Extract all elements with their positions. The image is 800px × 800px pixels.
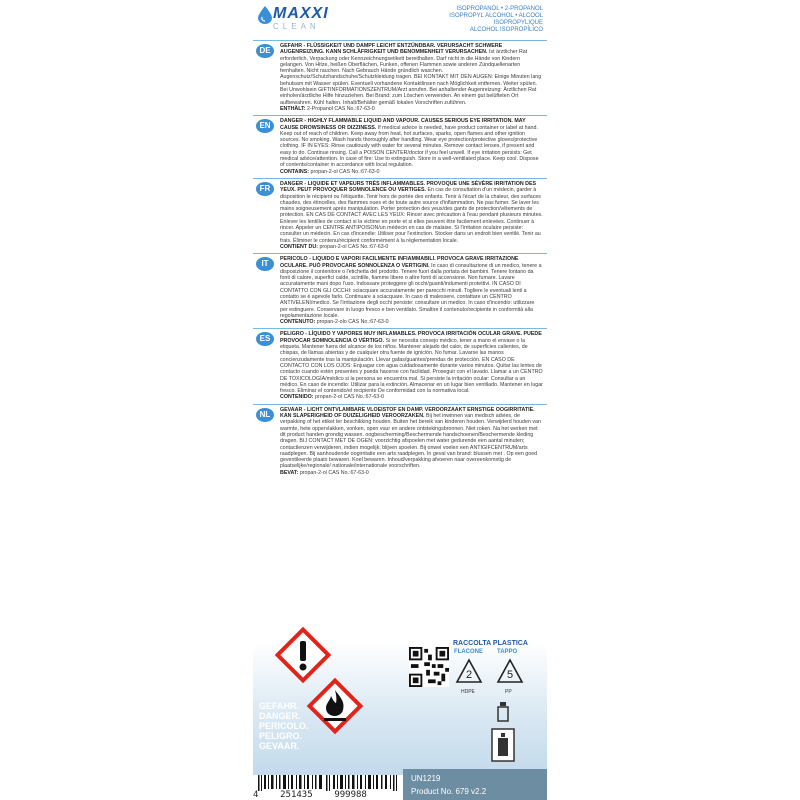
label-header [253,0,547,36]
hazard-statement: DANGER - LIQUIDE ET VAPEURS TRÈS INFLAMMABLES. PROVOQUE UNE SÉVÈRE IRRITATION DES YEUX. PEUT PROVOQUER SOMNOLENCE OU VERTIGES. [280,180,537,194]
signal-word: PELIGRO. [259,731,303,741]
ghs-flame-pictogram-icon [305,676,365,736]
recycling-label-bottle: FLACONE [454,649,483,655]
barcode-digit-group: 251435 [280,790,313,800]
section-text [280,181,543,250]
label-bottom-panel [253,603,547,800]
signal-words [259,701,309,751]
section-de [253,40,547,113]
recycling-number: 5 [506,669,514,681]
section-fr [253,178,547,251]
signal-word: DANGER. [259,711,301,721]
contains-label: CONTIENT DU: [280,243,318,250]
bottle-in-box-icon [491,728,515,762]
recycling-number: 2 [465,669,473,681]
barcode [253,775,403,800]
product-label [253,0,547,800]
signal-word: PERICOLO. [259,721,309,731]
barcode-number [253,790,403,800]
barcode-digit-group: 4 [253,790,259,800]
recycling-code: PP [505,689,512,695]
recycle-triangle-icon [495,657,525,687]
recycling-code: HDPE [461,689,475,695]
precaution-text: In caso di consultazione di un medico, tenere a disposizione il contenitore o l'etichetta del prodotto. Tenere fuori dalla portata dei bambini. Tenere lontano da fonti di calore, superfici calde, scintille, fiamme libere o altre fonti di accensione. Non fumare. Lavare accuratamente mani dopo l'uso. Indossare proteggere gli occhi/guanti/indumenti protettivi. IN CASO DI CONTATTO CON GLI OCCHI: sciacquare accuratamente per parecchi minuti. Togliere le eventuali lenti a contatto se è agevole farlo. Continuare a sciacquare. In caso di malessere, contattare un CENTRO ANTIVELENI/medico. Se l'irritazione degli occhi persiste: consultare un medico. In caso d'incendio: utilizzare per estinguere. Conservare in luogo fresco e ben ventilato. Smaltire il contenuto/recipiente in conformità alla regolamentazione locale. [280,262,542,319]
cas-number: propan-2-olo CAS No.:67-63-0 [316,319,389,326]
brand-name: MAXXI [273,5,329,22]
cas-number: propan-2-ol CAS No.:67-63-0 [310,168,380,175]
language-badge: FR [256,182,274,196]
hazard-statement: PELIGRO - LÍQUIDO Y VAPORES MUY INFLAMABLES. PROVOCA IRRITACIÓN OCULAR GRAVE. PUEDE PROVOCAR SOMNOLENCIA O VÉRTIGO. [280,331,542,344]
section-text [280,331,543,400]
hazard-statement: GEVAAR - LICHT ONTVLAMBARE VLOEISTOF EN DAMP. VEROORZAAKT ERNSTIGE OOGIRRITATIE. KAN SLAPERIGHEID OF DUIZELIGHEID VEROORZAKEN. [280,406,535,420]
language-badge: EN [256,119,274,133]
cas-number: propan-2-ol CAS No.:67-63-0 [299,469,369,476]
barcode-digit-group: 999988 [334,790,367,800]
language-badge: IT [256,257,274,271]
language-sections [253,40,547,479]
section-nl [253,404,547,477]
section-text [280,407,543,476]
recycle-triangle-icon [454,657,484,687]
barcode-icon [258,775,398,791]
section-en [253,115,547,176]
cas-number: 2-Propanol CAS No.:67-63-0 [306,105,375,112]
recycling-label-cap: TAPPO [497,649,518,655]
contains-label: CONTAINS: [280,168,310,175]
precaution-text: En cas de consultation d'un médecin, garder à disposition le récipient ou l'étiquette. Tenir hors de portée des enfants. Tenir à l'écart de la chaleur, des surfaces chaudes, des étincelles, des flammes nues et de toute autre source d'inflammation. Ne pas fumer. Se laver les mains soigneusement après manipulation. Porter protection des yeux/des gants de protection/vêtements de protection. EN CAS DE CONTACT AVEC LES YEUX: Rincer avec précaution à l'eau pendant plusieurs minutes. Enlever les lentilles de contact si la victime en porte et si elles peuvent être facilement enlevées. Continuer à rincer. Appeler un CENTRE ANTIPOISON/un médecin en cas de malaise. Si l'irritation oculaire persiste: consulter un médecin. En cas d'incendie: Utiliser pour l'extinction. Stocker dans un endroit bien ventilé. Tenir au frais. Éliminer le contenu/récipient conformément à la réglementation locale. [280,187,543,244]
language-badge: DE [256,44,274,58]
section-es [253,328,547,401]
contains-label: BEVAT: [280,469,299,476]
precaution-text: If medical advice is needed, have product container or label at hand. Keep out of reach of children. Keep away from heat, hot surfaces, sparks, open flames and other ignition sources. No smoking. Wash hands thoroughly after handling. Wear eye protection/protective gloves/protective clothing. IF IN EYES: Rinse cautiously with water for several minutes. Remove contact lenses, if present and easy to do. Continue rinsing. Call a POISON CENTER/doctor if you feel unwell. If eye irritation persists: Get medical advice/attention. In case of fire: Use to extinguish. Store in a well-ventilated place. Keep cool. Dispose of contents/container in accordance with local regulation. [280,124,539,169]
contains-label: CONTENIDO: [280,394,314,401]
un-number: UN1219 [411,774,441,783]
section-text [280,43,543,112]
precaution-text: Ist ärztlicher Rat erforderlich, Verpackung oder Kennzeichnungsetikett bereithalten. Darf nicht in die Hände von Kindern gelangen. Von Hitze, heißen Oberflächen, Funken, offenen Flammen sowie anderen Zündquellenarten fernhalten. Nicht rauchen. Nach Gebrauch Hände gründlich waschen. Augenschutz/Schutzhandschuhe/Schutzkleidung tragen. BEI KONTAKT MIT DEN AUGEN: Einige Minuten lang behutsam mit Wasser spülen. Eventuell vorhandene Kontaktlinsen nach Möglichkeit entfernen. Weiter spülen. Bei Unwohlsein GIFTINFORMATIONSZENTRUM/Arzt anrufen. Bei anhaltender Augenreizung: Ärztlichen Rat einholen/ärztliche Hilfe hinzuziehen. Bei Brand: zum Löschen verwenden. An einem gut belüfteten Ort aufbewahren. Kühl halten. Inhalt/Behälter gemäß lokalen Vorschriften zuführen. [280,49,542,106]
substance-line: ISOPROPYL ALCOHOL • ALCOOL ISOPROPYLIQUE [449,13,543,26]
signal-word: GEVAAR. [259,741,300,751]
contains-label: ENTHÄLT: [280,105,306,112]
brand-sub: CLEAN [273,22,320,31]
hazard-statement: GEFAHR - FLÜSSIGKEIT UND DAMPF LEICHT ENTZÜNDBAR. VERURSACHT SCHWERE AUGENREIZUNG. KANN SCHLÄFRIGKEIT UND BENOMMENHEIT VERURSACHEN. [280,43,503,56]
section-it [253,253,547,326]
contains-label: CONTENUTO: [280,319,316,326]
precaution-text: Si se necesita consejo médico, tener a mano el envase o la etiqueta. Mantener fuera del alcance de los niños. Mantener alejado del calor, de superficies calientes, de chispas, de llamas abiertas y de cualquier otra fuente de ignición. No fumar. Lavarse las manos concienzudamente tras la manipulación. Llevar gafas/guantes/prendas de protección. EN CASO DE CONTACTO CON LOS OJOS: Enjuagar con agua cuidadosamente durante varios minutos. Quitar las lentes de contacto cuando estén presentes y pueda hacerse con facilidad. Proseguir con el lavado. Llamar a un CENTRO DE TOXICOLOGÍA/médico si la persona se encuentra mal. Si persiste la irritación ocular: Consultar a un médico. En caso de incendio: Utilizar para la extinción. Almacenar en un lugar bien ventilado. Mantener en lugar fresco. Eliminar el contenido/el recipiente De conformidad con la normativa local. [280,337,543,395]
section-text [280,118,543,175]
precaution-text: Bij het inwinnen van medisch advies, de verpakking of het etiket ter beschikking houden. Buiten het bereik van kinderen houden. Verwijderd houden van warmte, hete oppervlakken, vonken, open vuur en andere ontstekingsbronnen. Niet roken. Na het werken met dit product handen grondig wassen. oogbescherming/Beschermende handschoenen/Beschermende kleding dragen. BIJ CONTACT MET DE OGEN: voorzichtig afspoelen met water gedurende een aantal minuten; contactlenzen verwijderen, indien mogelijk; blijven spoelen. Bij onwel voelen een ANTIGIFCENTRUM/arts raadplegen. Bij aanhoudende oogirritatie een arts raadplegen. In geval van brand: blussen met . Op een goed geventileerde plaats bewaren. Koel bewaren. Inhoud/verpakking afvoeren naar overeenkomstig de plaatselijke/regionale/ nationale/internationale voorschriften. [280,413,541,470]
qr-code-icon [409,647,449,687]
recycling-title: RACCOLTA PLASTICA [453,640,528,647]
language-badge: ES [256,332,274,346]
language-badge: NL [256,408,274,422]
bottle-icon [491,701,515,723]
cas-number: propan-2-ol CAS No.:67-63-0 [319,243,389,250]
substance-names [423,6,543,34]
water-drop-icon [258,6,272,24]
section-text [280,256,543,325]
hazard-statement: PERICOLO - LIQUIDO E VAPORI FACILMENTE INFIAMMABILI. PROVOCA GRAVE IRRITAZIONE OCULARE. PUÒ PROVOCARE SONNOLENZA O VERTIGINI. [280,256,519,269]
cas-number: propan-2-ol CAS No.:67-63-0 [315,394,384,401]
product-number: Product No. 679 v2.2 [411,787,487,796]
signal-word: GEFAHR. [259,701,300,711]
substance-line: ISOPROPANOL • 2-PROPANOL [456,6,543,12]
substance-line: ALCOHOL ISOPROPÍLICO [469,27,543,33]
hazard-statement: DANGER - HIGHLY FLAMMABLE LIQUID AND VAPOUR. CAUSES SERIOUS EYE IRRITATION. MAY CAUSE DROWSINESS OR DIZZINESS. [280,118,526,131]
